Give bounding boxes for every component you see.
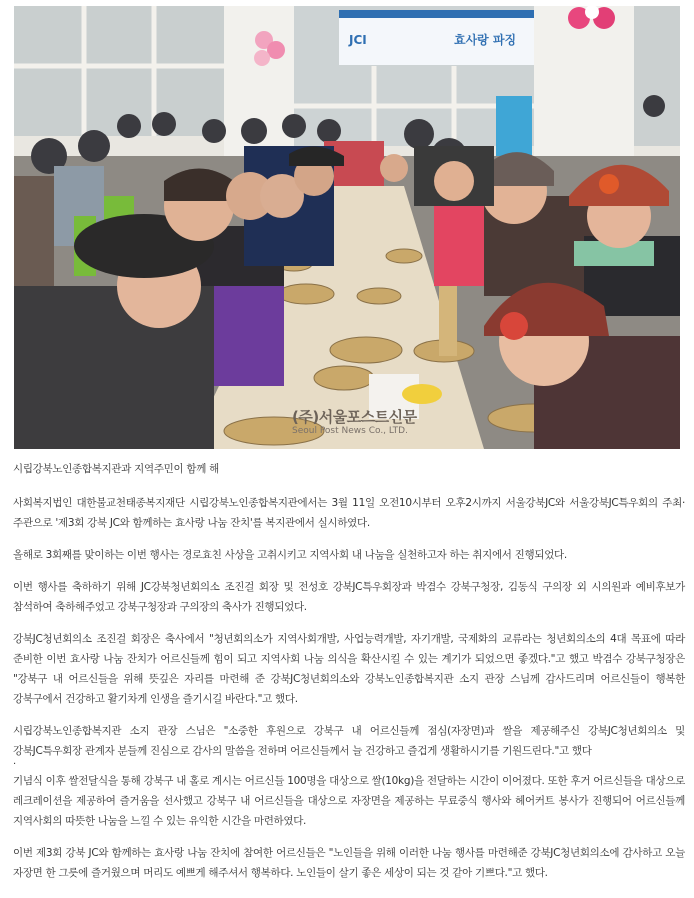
article-paragraph: 이번 행사를 축하하기 위해 JC강북청년회의소 조진걸 회장 및 전성호 강북JC특우회장과 박겸수 강북구청장, 김동식 구의장 외 시의원과 예비후보가 참석하여 축하해주었고 강북구청장과 구의장의 축사가 진행되었다.	[13, 581, 685, 613]
photo-caption: 시립강북노인종합복지관과 지역주민이 함께 해	[13, 463, 219, 475]
article-paragraph: 강북JC청년회의소 조진걸 회장은 축사에서 "청년회의소가 지역사회개발, 사업능력개발, 자기개발, 국제화의 교류라는 청년회의소의 4대 목표에 따라 준비한 이번 효사랑 나눔 잔치가 어르신들께 힘이 되고 지역사회 나눔 의식을 확산시킬 수 있는 계기가 되었으면 좋겠다."고 했고 박겸수 강북구청장은 "강북구 내 어르신들을 위해 뜻깊은 자리를 마련해 준 강북JC청년회의소와 강북노인종합복지관 소지 관장 스님께 감사드리며 어르신들이 행복한 강북구에서 건강하고 활기차게 인생을 즐기시길 바란다."고 했다.	[13, 633, 685, 705]
photo-illustration	[14, 6, 680, 449]
article-body	[13, 459, 685, 895]
photo-watermark-sub: Seoul Post News Co., LTD.	[292, 426, 408, 436]
article-paragraph: 올해로 3회째를 맞이하는 이번 행사는 경로효친 사상을 고취시키고 지역사회 내 나눔을 실천하고자 하는 취지에서 진행되었다.	[13, 549, 567, 561]
article-paragraph: 기념식 이후 쌀전달식을 통해 강북구 내 홀로 계시는 어르신들 100명을 대상으로 쌀(10kg)을 전달하는 시간이 이어졌다. 또한 후거 어르신들을 대상으로 레크레이션을 제공하여 즐거움을 선사했고 강북구 내 어르신들을 대상으로 자장면을 제공하는 무료중식 행사와 헤어커트 봉사가 진행되어 어르신들께 지역사회의 따뜻한 나눔을 느낄 수 있는 유익한 시간을 마련하였다.	[13, 775, 685, 827]
photo-watermark: (주)서울포스트신문	[292, 408, 417, 426]
article-paragraph: 사회복지법인 대한불교천태종복지재단 시립강북노인종합복지관에서는 3월 11일 오전10시부터 오후2시까지 서울강북JC와 서울강북JC특우회의 주최·주관으로 '제3회 강북 JC와 함께하는 효사랑 나눔 잔치'를 복지관에서 실시하였다.	[13, 497, 685, 529]
banner-title-label: 효사랑 파징	[454, 33, 517, 47]
article-paragraph: 시립강북노인종합복지관 소지 관장 스님은 "소중한 후원으로 강북구 내 어르신들께 점심(자장면)과 쌀을 제공해주신 강북JC청년회의소 및 강북JC특우회장 관계자 분들께 진심으로 감사의 말씀을 전하며 어르신들께서 늘 건강하고 즐겁게 생활하시기를 기원드린다."고 했다	[13, 725, 685, 757]
paragraph-separator: .	[13, 756, 17, 767]
article-paragraph: 이번 제3회 강북 JC와 함께하는 효사랑 나눔 잔치에 참여한 어르신들은 "노인들을 위해 이러한 나눔 행사를 마련해준 강북JC청년회의소에 감사하고 오늘 자장면 한 그릇에 즐거웠으며 머리도 예쁘게 해주셔서 행복하다. 노인들이 살기 좋은 세상이 되는 것 같아 기쁘다."고 했다.	[13, 847, 685, 879]
banner-org-label: JCI	[349, 33, 367, 47]
article-photo	[14, 6, 680, 449]
